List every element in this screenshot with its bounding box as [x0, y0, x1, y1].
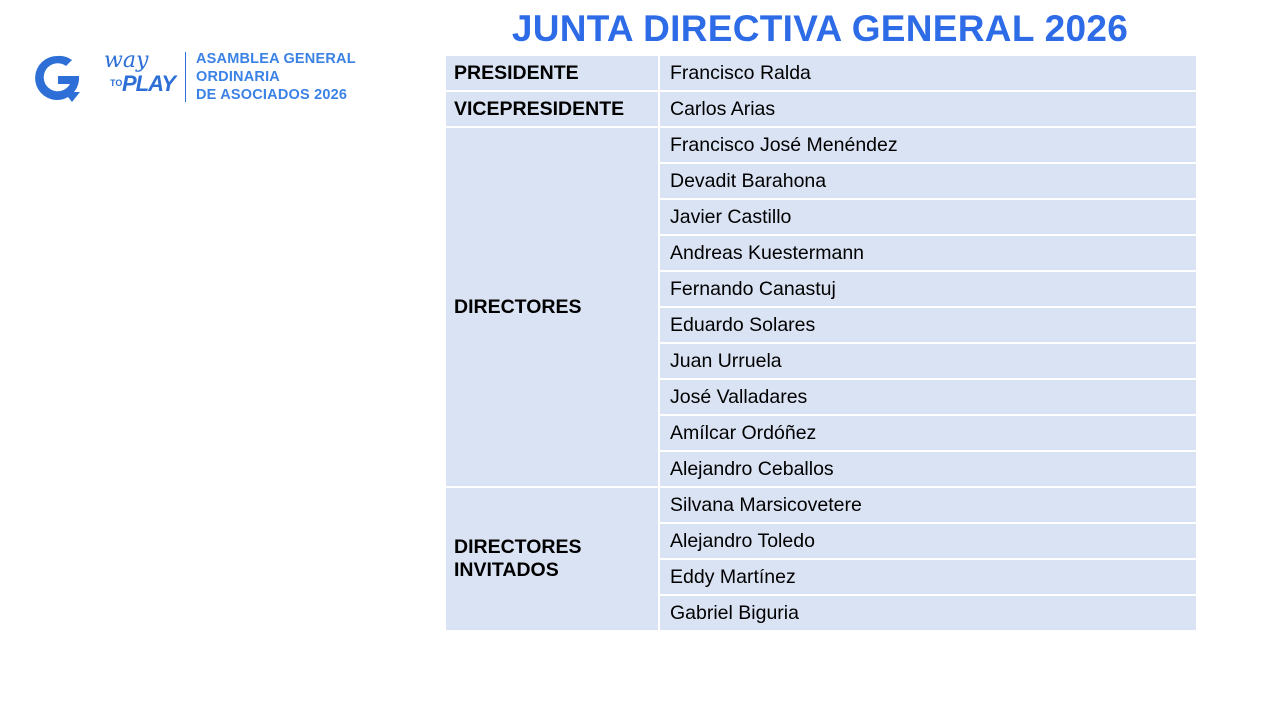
- way-to-play-to-text: TO: [110, 78, 123, 88]
- name-cell: Fernando Canastuj: [659, 271, 1197, 307]
- board-table: [444, 54, 1198, 632]
- name-cell: Alejandro Ceballos: [659, 451, 1197, 487]
- name-cell: Alejandro Toledo: [659, 523, 1197, 559]
- g-logo-icon: [30, 52, 84, 104]
- role-cell-directores-invitados: [445, 487, 659, 631]
- assembly-line-1: ASAMBLEA GENERAL: [196, 51, 356, 67]
- table-row: [445, 127, 1197, 163]
- assembly-line-2: ORDINARIA: [196, 69, 280, 85]
- assembly-label: [196, 50, 356, 104]
- name-cell: Carlos Arias: [659, 91, 1197, 127]
- name-cell: Gabriel Biguria: [659, 595, 1197, 631]
- name-cell: Amílcar Ordóñez: [659, 415, 1197, 451]
- role-line: DIRECTORES: [454, 536, 582, 558]
- table-row: [445, 91, 1197, 127]
- assembly-line-3: DE ASOCIADOS 2026: [196, 87, 348, 103]
- name-cell: Devadit Barahona: [659, 163, 1197, 199]
- role-cell-vicepresidente: VICEPRESIDENTE: [445, 91, 659, 127]
- name-cell: Andreas Kuestermann: [659, 235, 1197, 271]
- name-cell: Francisco Ralda: [659, 55, 1197, 91]
- name-cell: Eddy Martínez: [659, 559, 1197, 595]
- role-line: INVITADOS: [454, 559, 559, 581]
- page-title: JUNTA DIRECTIVA GENERAL 2026: [511, 8, 1129, 49]
- name-cell: José Valladares: [659, 379, 1197, 415]
- name-cell: Juan Urruela: [659, 343, 1197, 379]
- role-cell-presidente: PRESIDENTE: [445, 55, 659, 91]
- name-cell: Javier Castillo: [659, 199, 1197, 235]
- way-to-play-play-text: PLAY: [122, 71, 176, 96]
- table-row: [445, 55, 1197, 91]
- table-row: [445, 487, 1197, 523]
- role-cell-directores: DIRECTORES: [445, 127, 659, 487]
- event-logo: [30, 46, 370, 110]
- name-cell: Francisco José Menéndez: [659, 127, 1197, 163]
- logo-divider: [185, 52, 186, 102]
- way-to-play-way-text: way: [104, 48, 149, 73]
- name-cell: Eduardo Solares: [659, 307, 1197, 343]
- name-cell: Silvana Marsicovetere: [659, 487, 1197, 523]
